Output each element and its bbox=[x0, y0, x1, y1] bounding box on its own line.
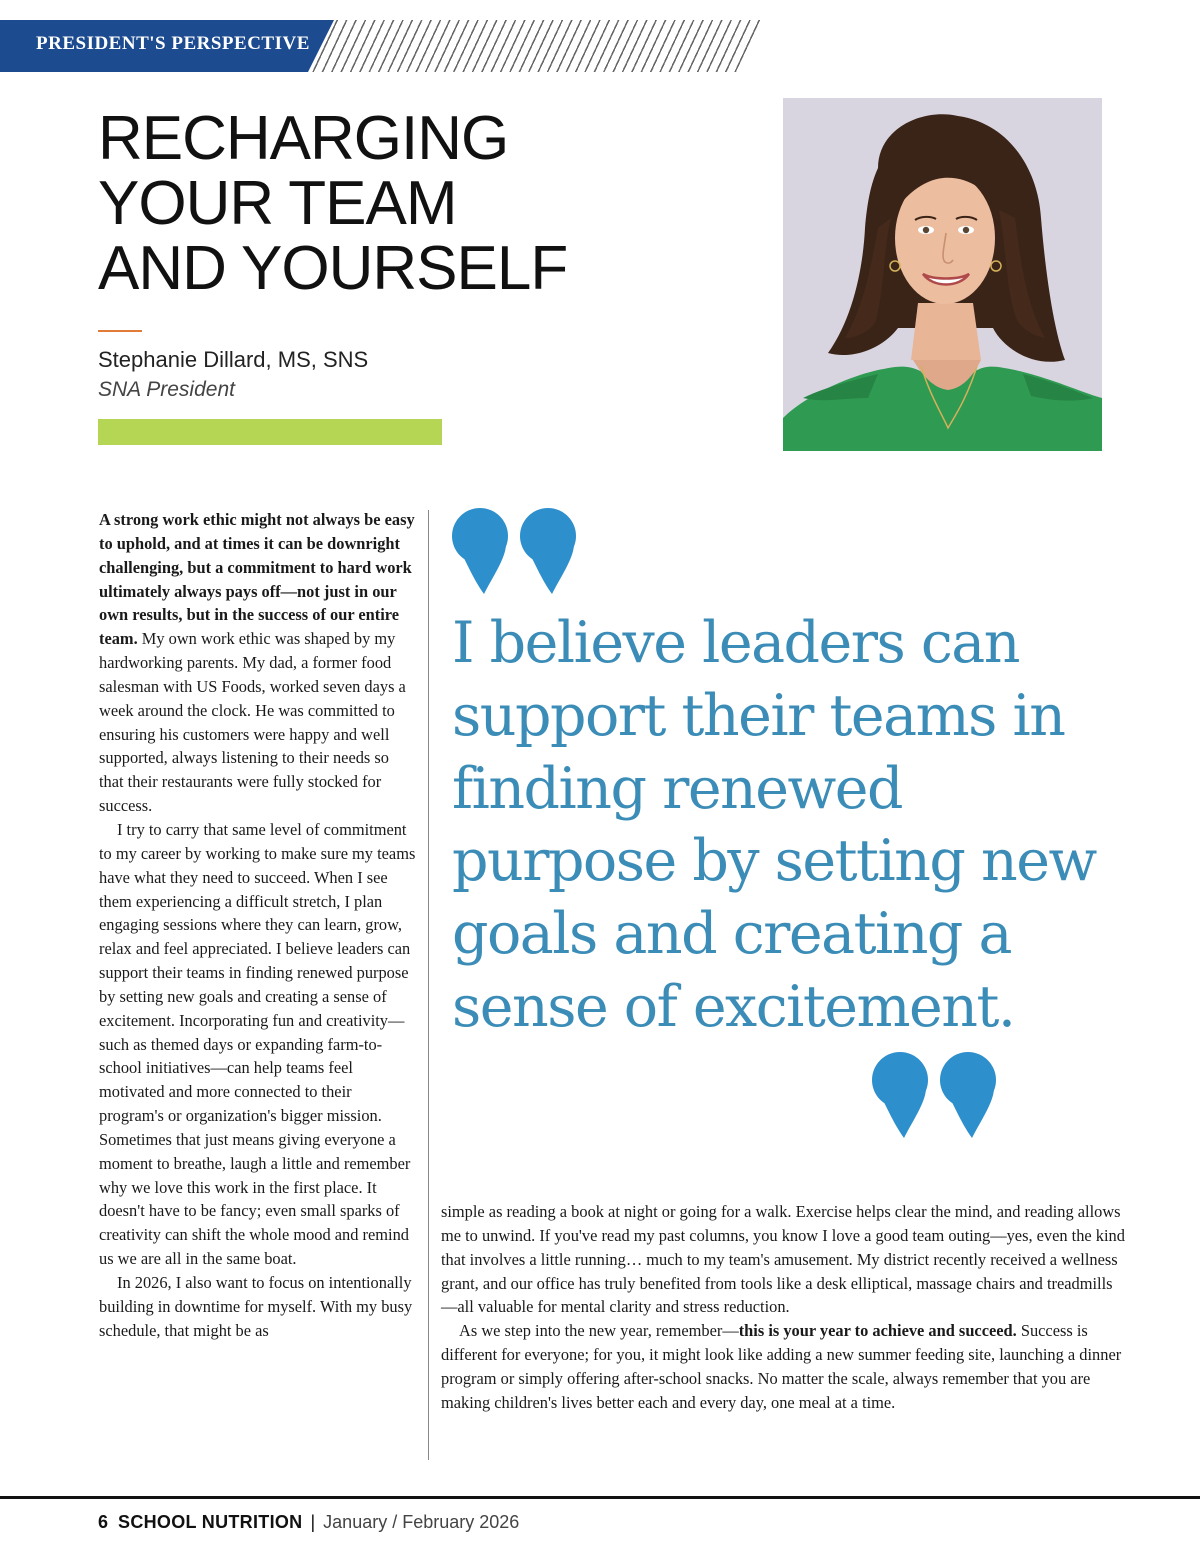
author-role: SNA President bbox=[98, 378, 235, 401]
open-quote-icon bbox=[448, 506, 580, 596]
body-paragraph: simple as reading a book at night or going for a walk. Exercise helps clear the mind, and reading allows me to unwind. If you've read my past columns, you know I love a good team outing—yes, even the kind that involves a little running… much to my team's amusement. My district recently received a wellness grant, and our office has truly benefited from tools like a desk elliptical, massage chairs and treadmills—all valuable for mental clarity and stress reduction. bbox=[441, 1202, 1125, 1317]
footer-separator: | bbox=[310, 1512, 316, 1532]
body-paragraph bbox=[99, 508, 417, 818]
magazine-name: SCHOOL NUTRITION bbox=[118, 1512, 303, 1532]
section-label: PRESIDENT'S PERSPECTIVE bbox=[36, 33, 310, 54]
body-paragraph bbox=[441, 1319, 1126, 1414]
column-divider bbox=[428, 510, 429, 1460]
accent-bar bbox=[98, 419, 442, 445]
body-paragraph: I try to carry that same level of commitment to my career by working to make sure my teams have what they need to succeed. When I see them experiencing a difficult stretch, I plan engaging sessions where they can learn, grow, relax and feel appreciated. I believe leaders can support their teams in finding renewed purpose by setting new goals and creating a sense of excitement. Incorporating fun and creativity—such as themed days or expanding farm-to-school initiatives—can help teams feel motivated and more connected to their program's or organization's bigger mission. Sometimes that just means giving everyone a moment to breathe, laugh a little and remember why we love this work in the first place. It doesn't have to be fancy; even small sparks of creativity can shift the whole mood and remind us we are all in the same boat. bbox=[99, 819, 416, 1269]
body-text: As we step into the new year, remember— bbox=[459, 1321, 739, 1341]
title-rule bbox=[98, 330, 142, 332]
author-portrait bbox=[783, 98, 1102, 451]
right-column bbox=[441, 1200, 1126, 1415]
banner-hatch-decoration bbox=[310, 20, 765, 72]
page-number: 6 bbox=[98, 1512, 109, 1532]
article-title bbox=[98, 106, 567, 301]
emphasis-text: this is your year to achieve and succeed. bbox=[738, 1321, 1017, 1341]
issue-date: January / February 2026 bbox=[323, 1512, 520, 1532]
title-line: AND YOURSELF bbox=[98, 234, 568, 303]
footer-rule bbox=[0, 1496, 1200, 1499]
title-line: YOUR TEAM bbox=[98, 169, 457, 238]
title-line: RECHARGING bbox=[98, 104, 509, 173]
body-text: Success is different for everyone; for you, it might look like adding a new summer feeding site, launching a dinner program or simply offering after-school snacks. No matter the scale, always remember that you are making children's lives better each and every day, one meal at a time. bbox=[441, 1321, 1122, 1412]
pull-quote: I believe leaders can support their teams in finding renewed purpose by setting new goals and creating a sense of excitement. bbox=[452, 610, 1096, 1040]
body-paragraph: In 2026, I also want to focus on intentionally building in downtime for myself. With my busy schedule, that might be as bbox=[99, 1273, 413, 1340]
left-column bbox=[99, 508, 417, 1343]
lead-text: A strong work ethic might not always be easy to uphold, and at times it can be downright challenging, but a commitment to hard work ultimately always pays off—not just in our own results, but in the success of our entire team. bbox=[99, 510, 415, 649]
portrait-illustration bbox=[783, 98, 1102, 451]
close-quote-icon bbox=[868, 1050, 1000, 1140]
body-text: My own work ethic was shaped by my hardworking parents. My dad, a former food salesman with US Foods, worked seven days a week around the clock. He was committed to ensuring his customers were happy and well supported, always listening to their needs so that their restaurants were fully stocked for success. bbox=[99, 629, 406, 816]
page-footer bbox=[98, 1512, 519, 1533]
author-name: Stephanie Dillard, MS, SNS bbox=[98, 347, 369, 372]
